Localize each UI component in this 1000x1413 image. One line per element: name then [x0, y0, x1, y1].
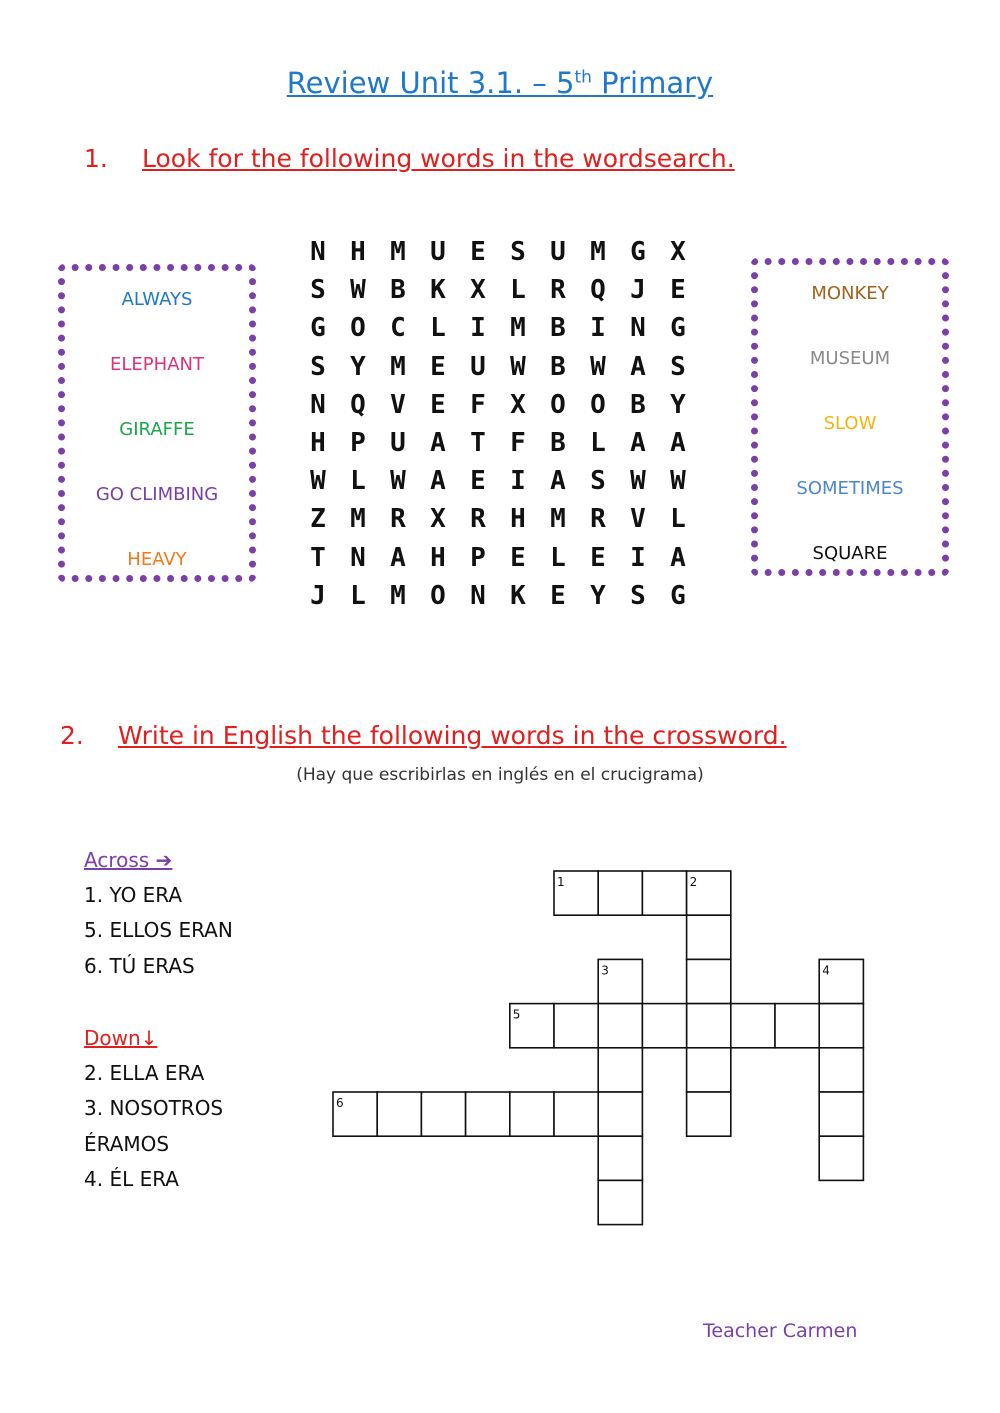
word-list-item: HEAVY [127, 549, 187, 570]
wordsearch-cell: P [470, 542, 486, 573]
crossword-cell[interactable] [819, 1136, 863, 1180]
wordsearch-cell: Q [350, 389, 366, 420]
wordsearch-cell: X [430, 504, 446, 535]
wordsearch-cell: V [390, 389, 406, 420]
wordsearch-cell: B [550, 313, 566, 344]
down-clue: 3. NOSOTROS [84, 1096, 224, 1120]
crossword-cell[interactable] [466, 1092, 510, 1136]
wordsearch-cell: S [510, 237, 526, 267]
wordsearch-cell: E [550, 580, 566, 611]
wordsearch-cell: C [390, 313, 406, 344]
crossword-cell[interactable] [642, 1004, 686, 1048]
crossword-cell[interactable] [598, 1048, 642, 1092]
word-list-item: ELEPHANT [110, 354, 204, 375]
wordsearch-cell: J [310, 580, 326, 611]
wordsearch-cell: E [470, 237, 486, 267]
wordsearch-cell: B [390, 275, 406, 306]
wordsearch-cell: Y [670, 389, 686, 420]
wordsearch-cell: O [550, 389, 566, 420]
wordsearch-cell: B [550, 427, 566, 458]
word-list-item: SLOW [823, 413, 877, 434]
wordsearch-cell: G [310, 313, 326, 344]
wordsearch-cell: W [310, 466, 326, 497]
wordsearch-cell: U [390, 427, 406, 458]
crossword-cell[interactable] [687, 1092, 731, 1136]
crossword-number: 5 [512, 1007, 521, 1022]
wordsearch-cell: G [670, 313, 686, 344]
wordsearch-cell: L [350, 466, 366, 497]
wordsearch-cell: E [430, 389, 446, 420]
wordsearch-cell: S [310, 275, 326, 306]
wordsearch-cell: L [670, 504, 686, 535]
wordsearch-cell: S [590, 466, 606, 497]
wordsearch-cell: T [310, 542, 326, 573]
wordsearch-cell: A [630, 351, 646, 382]
crossword-cell[interactable] [775, 1004, 819, 1048]
crossword-cell[interactable] [819, 1092, 863, 1136]
wordsearch-cell: A [670, 427, 686, 458]
wordsearch-cell: T [470, 427, 486, 458]
wordsearch-cell: E [430, 351, 446, 382]
crossword-cell[interactable] [687, 1048, 731, 1092]
wordsearch-cell: B [630, 389, 646, 420]
wordsearch-cell: V [630, 504, 646, 535]
wordsearch-cell: F [470, 389, 486, 420]
wordsearch-cell: E [590, 542, 606, 573]
wordsearch-cell: L [430, 313, 446, 344]
wordsearch-cell: A [430, 466, 446, 497]
wordsearch-cell: P [350, 427, 366, 458]
crossword-number: 6 [336, 1096, 344, 1110]
word-list-item: GIRAFFE [119, 419, 195, 440]
across-clue: 6. TÚ ERAS [84, 954, 195, 978]
wordsearch-cell: G [630, 237, 646, 267]
crossword-number: 4 [822, 963, 830, 978]
wordsearch-cell: U [470, 351, 486, 382]
wordsearch-cell: A [550, 466, 566, 497]
section-1-number: 1. [84, 144, 108, 173]
wordsearch-cell: S [310, 351, 326, 382]
crossword-cell[interactable] [598, 1180, 642, 1224]
wordsearch-cell: N [470, 580, 486, 611]
wordsearch-cell: X [470, 275, 486, 306]
wordsearch-cell: W [390, 466, 406, 497]
wordsearch-cell: F [510, 427, 526, 458]
crossword-cell[interactable] [819, 1048, 863, 1092]
crossword-cell[interactable] [687, 959, 731, 1003]
wordsearch-cell: W [350, 275, 366, 306]
wordsearch-cell: S [670, 351, 686, 382]
wordsearch-cell: N [310, 389, 326, 420]
wordsearch-cell: X [510, 389, 526, 420]
across-heading: Across ➔ [84, 848, 173, 872]
crossword-cell[interactable] [421, 1092, 465, 1136]
down-clue: ÉRAMOS [84, 1132, 170, 1156]
wordsearch-cell: K [510, 580, 526, 611]
crossword-cell[interactable] [687, 1004, 731, 1048]
instruction-note: (Hay que escribirlas en inglés en el crucigrama) [296, 765, 704, 785]
word-list-item: SOMETIMES [796, 478, 904, 499]
crossword-cell[interactable] [377, 1092, 421, 1136]
wordsearch-cell: R [390, 504, 406, 535]
wordsearch-cell: E [470, 466, 486, 497]
wordsearch-cell: A [630, 427, 646, 458]
crossword-number: 2 [689, 875, 698, 889]
section-2-text: Write in English the following words in the crossword. [118, 721, 787, 750]
wordsearch-cell: K [430, 275, 446, 306]
wordsearch-cell: A [390, 542, 406, 573]
crossword-cell[interactable] [642, 871, 686, 915]
word-list-item: GO CLIMBING [95, 484, 219, 505]
crossword-cell[interactable] [598, 871, 642, 915]
wordsearch-cell: M [590, 237, 606, 267]
crossword-cell[interactable] [598, 1092, 642, 1136]
wordsearch-cell: W [590, 351, 606, 382]
wordsearch-cell: M [390, 351, 406, 382]
wordsearch-cell: Z [310, 504, 326, 535]
wordsearch-cell: I [470, 313, 486, 344]
wordsearch-cell: Y [350, 351, 366, 382]
wordsearch-cell: A [670, 542, 686, 573]
down-clue: 4. ÉL ERA [84, 1167, 179, 1191]
wordsearch-cell: M [350, 504, 366, 535]
crossword-cell[interactable] [731, 1004, 775, 1048]
section-1-text: Look for the following words in the wordsearch. [142, 144, 735, 173]
wordsearch-cell: Q [590, 275, 606, 306]
wordsearch-cell: S [630, 580, 646, 611]
crossword-cell[interactable] [554, 1004, 598, 1048]
wordsearch-cell: E [670, 275, 686, 306]
wordsearch-cell: B [550, 351, 566, 382]
wordsearch-cell: M [550, 504, 566, 535]
wordsearch-cell: G [670, 580, 686, 611]
wordsearch-cell: X [670, 237, 686, 267]
wordsearch-cell: H [350, 237, 366, 267]
wordsearch-cell: L [510, 275, 526, 306]
word-list-item: ALWAYS [121, 289, 193, 310]
wordsearch-cell: R [470, 504, 486, 535]
wordsearch-cell: L [550, 542, 566, 573]
crossword-cell[interactable] [510, 1092, 554, 1136]
word-list-item: SQUARE [812, 543, 888, 564]
wordsearch-cell: N [350, 542, 366, 573]
crossword-cell[interactable] [554, 1092, 598, 1136]
wordsearch-cell: E [510, 542, 526, 573]
down-heading: Down↓ [84, 1026, 158, 1050]
wordsearch-cell: W [510, 351, 526, 382]
wordsearch-cell: W [670, 466, 686, 497]
crossword-number: 1 [557, 875, 565, 889]
wordsearch-cell: L [590, 427, 606, 458]
crossword-cell[interactable] [598, 1004, 642, 1048]
wordsearch-cell: O [350, 313, 366, 344]
wordsearch-cell: U [550, 237, 566, 267]
word-list-item: MONKEY [811, 283, 889, 304]
wordsearch-cell: L [350, 580, 366, 611]
wordsearch-cell: W [630, 466, 646, 497]
word-list-item: MUSEUM [809, 348, 891, 369]
page-title: Review Unit 3.1. – 5th Primary [286, 66, 714, 100]
wordsearch-cell: H [310, 427, 326, 458]
author-signature: Teacher Carmen [703, 1320, 858, 1342]
crossword-cell[interactable] [598, 1136, 642, 1180]
wordsearch-cell: H [510, 504, 526, 535]
wordsearch-cell: H [430, 542, 446, 573]
across-clue: 1. YO ERA [84, 883, 183, 907]
down-clue: 2. ELLA ERA [84, 1061, 205, 1085]
crossword-number: 3 [601, 963, 609, 978]
wordsearch-cell: N [630, 313, 646, 344]
wordsearch-cell: I [510, 466, 526, 497]
wordsearch-cell: R [550, 275, 566, 306]
wordsearch-cell: O [590, 389, 606, 420]
across-clue: 5. ELLOS ERAN [84, 918, 233, 942]
wordsearch-cell: M [390, 580, 406, 611]
wordsearch-cell: O [430, 580, 446, 611]
wordsearch-cell: M [390, 237, 406, 267]
crossword-cell[interactable] [687, 915, 731, 959]
wordsearch-cell: A [430, 427, 446, 458]
wordsearch-cell: M [510, 313, 526, 344]
wordsearch-cell: I [590, 313, 606, 344]
wordsearch-cell: J [630, 275, 646, 306]
wordsearch-cell: U [430, 237, 446, 267]
crossword-cell[interactable] [819, 1004, 863, 1048]
wordsearch-cell: N [310, 237, 326, 267]
wordsearch-cell: I [630, 542, 646, 573]
wordsearch-cell: Y [590, 580, 606, 611]
wordsearch-cell: R [590, 504, 606, 535]
section-2-number: 2. [60, 721, 84, 750]
